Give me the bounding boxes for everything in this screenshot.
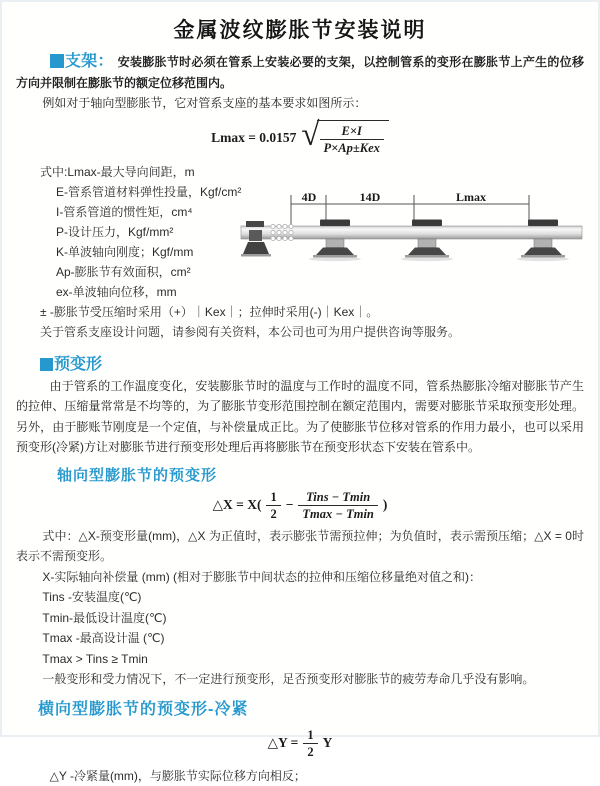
dim-label-14d: 14D	[360, 190, 381, 204]
definition-line: 式中:Lmax-最大导向间距，m	[40, 162, 584, 182]
axial-statements	[16, 526, 584, 690]
statement-line: 式中：△X-预变形量(mm)，△X 为正值时，表示膨张节需预拉伸；为负值时，表示需预压缩；△X = 0时表示不需预变形。	[16, 526, 584, 567]
definition-line: E-管系管道材料弹性投量，Kgf/cm²	[56, 182, 584, 202]
definition-line: K-单波轴向刚度；Kgf/mm	[56, 242, 584, 262]
half-numerator: 1	[303, 727, 317, 743]
statement-line: Tmax > Tins ≥ Tmin	[16, 649, 584, 670]
axial-subheading: 轴向型膨胀节的预变形	[57, 464, 584, 485]
fraction-half	[266, 489, 280, 522]
statement-line: X-实际轴向补偿量 (mm) (相对于膨胀节中间状态的拉伸和压缩位移量绝对值之和)：	[16, 567, 584, 588]
formula-lmax	[16, 120, 584, 156]
radicand	[317, 120, 389, 156]
formula-axial	[16, 489, 584, 522]
formula-axial-lhs: △X = X(	[213, 497, 262, 513]
blue-square-icon	[50, 54, 64, 68]
definition-line: Ap-膨胀节有效面积，cm²	[56, 262, 584, 282]
temp-numerator: Tins − Tmin	[302, 489, 374, 505]
radical-sign-icon: √	[301, 120, 319, 150]
definition-line: I-管系管道的惯性矩，cm⁴	[56, 202, 584, 222]
support-example-line: 例如对于轴向型膨胀节，它对管系支座的基本要求如图所示：	[16, 93, 584, 114]
temperature-fraction	[298, 489, 377, 522]
preform-paragraph: 由于管系的工作温度变化，安装膨胀节时的温度与工作时的温度不同，管系热膨胀冷缩对膨胀节产生的拉伸、压缩量常常是不均等的，为了膨胀节变形范围控制在额定范围内，需要对膨胀节采取预变形处理。另外，由于膨账节刚度是一个定值，与补偿量成正比。为了使膨胀节位移对管系的作用力最小，也可以采用预变形(冷紧)方让对膨胀节进行预变形处理后再将膨胀节在预变形状态下安装在管系中。	[16, 376, 584, 458]
square-root	[301, 120, 388, 156]
fraction-denominator: P×Ap±Kex	[320, 139, 384, 156]
fraction-half	[303, 727, 317, 760]
preform-heading-text: 预变形	[54, 356, 102, 373]
service-note: 关于管系支座设计问题，请参阅有关资料，本公司也可为用户提供咨询等服务。	[40, 322, 584, 343]
pipe-support-diagram	[239, 190, 584, 276]
definitions-and-diagram	[16, 162, 584, 302]
pm-note: ± -膨胀节受压缩时采用（+）｜Kex｜；拉伸时采用(-)｜Kex｜。	[40, 302, 584, 323]
formula-lmax-lhs: Lmax = 0.0157	[211, 130, 296, 146]
page-title: 金属波纹膨胀节安装说明	[16, 14, 584, 44]
minus-operator: −	[286, 497, 294, 513]
fraction-numerator: E×I	[338, 123, 366, 139]
statement-line: 一般变形和受力情况下，不一定进行预变形，足否预变形对膨胀节的疲劳寿命几乎没有影响。	[16, 669, 584, 690]
dim-label-4d: 4D	[302, 190, 317, 204]
formula-lateral-rhs: Y	[323, 735, 333, 751]
definition-line: P-设计压力，Kgf/mm²	[56, 222, 584, 242]
formula-axial-rhs: )	[383, 497, 388, 513]
blue-square-icon	[40, 358, 53, 371]
half-denominator: 2	[303, 743, 317, 760]
statement-line: Tins -安装温度(℃)	[16, 587, 584, 608]
half-denominator: 2	[266, 505, 280, 522]
lateral-subheading: 横向型膨胀节的预变形-冷紧	[38, 696, 584, 719]
definition-line: ex-单波轴向位移，mm	[56, 282, 584, 302]
half-numerator: 1	[266, 489, 280, 505]
temp-denominator: Tmax − Tmin	[298, 505, 377, 522]
dim-label-lmax: Lmax	[456, 190, 486, 204]
support-paragraph	[16, 52, 584, 93]
formula-lateral-lhs: △Y =	[268, 735, 299, 751]
support-section-label: 支架：	[65, 53, 114, 70]
statement-line: Tmax -最高设计温 (℃)	[16, 628, 584, 649]
preform-section-heading	[40, 351, 584, 374]
lateral-note: △Y -冷紧量(mm)，与膨胀节实际位移方向相反；	[16, 766, 584, 786]
formula-lateral	[16, 727, 584, 760]
support-intro-text: 安装膨胀节时必须在管系上安装必要的支架，以控制管系的变形在膨胀节上产生的位移方向并限制在膨胀节的额定位移范围内。	[16, 55, 584, 90]
statement-line: Tmin-最低设计温度(℃)	[16, 608, 584, 629]
fraction	[320, 123, 384, 156]
